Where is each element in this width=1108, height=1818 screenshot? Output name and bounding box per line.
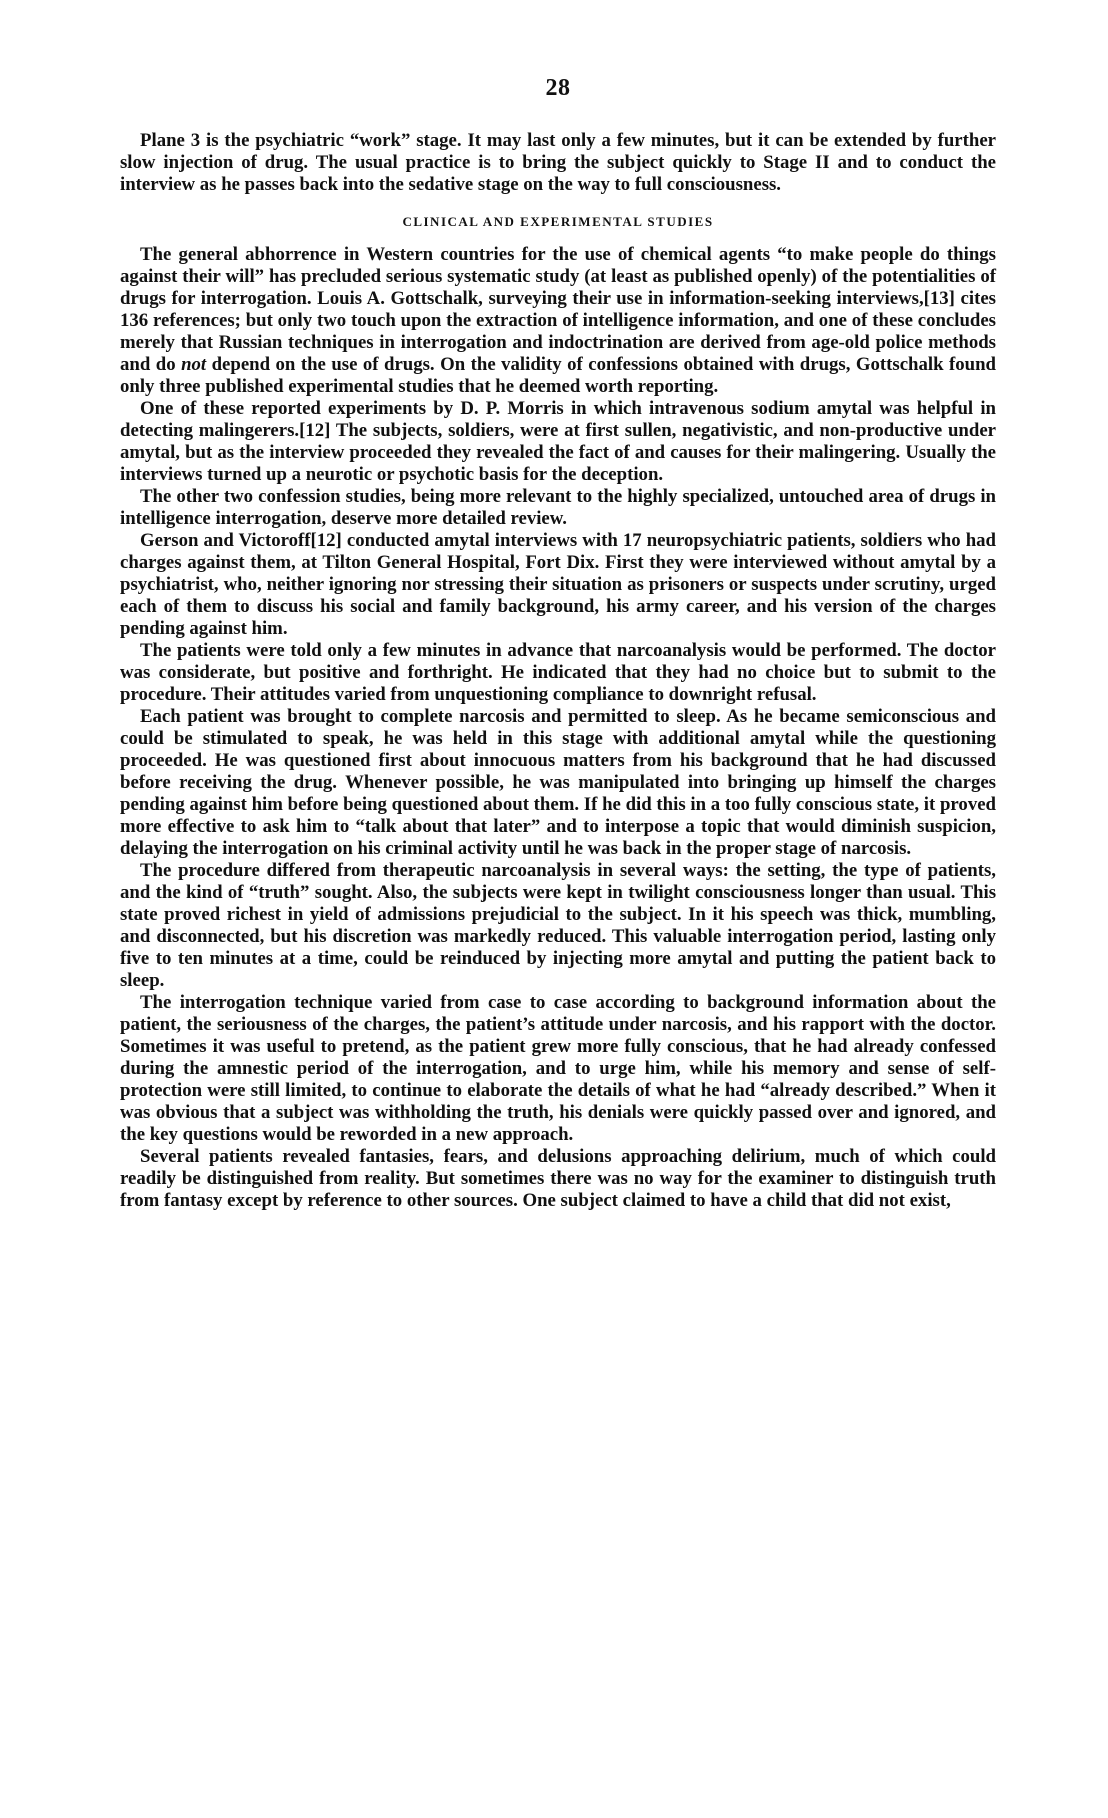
emphasis-not: not bbox=[181, 354, 207, 375]
intro-paragraph: Plane 3 is the psychiatric “work” stage. It may last only a few minutes, but it can be extended by further slow injection of drug. The usual practice is to bring the subject quickly to Stage II and to conduct the interview as he passes back into the sedative stage on the way to full consciousness. bbox=[120, 130, 996, 195]
section-heading: CLINICAL AND EXPERIMENTAL STUDIES bbox=[402, 214, 714, 229]
paragraph-fantasies: Several patients revealed fantasies, fears, and delusions approaching delirium, much of which could readily be distinguished from reality. But sometimes there was no way for the examiner to distinguish truth from fantasy except by reference to other sources. One subject claimed to have a child that did not exist, bbox=[120, 1146, 996, 1211]
paragraph-technique: The interrogation technique varied from case to case according to background information about the patient, the seriousness of the charges, the patient’s attitude under narcosis, and his rapport with the doctor. Sometimes it was useful to pretend, as the patient grew more fully conscious, that he had already confessed during the amnestic period of the interrogation, and to urge him, while his memory and sense of self-protection were still limited, to continue to elaborate the details of what he had “already described.” When it was obvious that a subject was withholding the truth, his denials were quickly passed over and ignored, and the key questions would be reworded in a new approach. bbox=[120, 992, 996, 1145]
paragraph-other-studies: The other two confession studies, being more relevant to the highly specialized, untouched area of drugs in intelligence interrogation, deserve more detailed review. bbox=[120, 486, 996, 529]
page-number: 28 bbox=[545, 75, 571, 101]
paragraph-text: depend on the use of drugs. On the validity of confessions obtained with drugs, Gottschalk found only three published experimental studies that he deemed worth reporting. bbox=[120, 354, 996, 397]
paragraph-morris: One of these reported experiments by D. P. Morris in which intravenous sodium amytal was helpful in detecting malingerers.[12] The subjects, soldiers, were at first sullen, negativistic, and non-productive under amytal, but as the interview proceeded they revealed the fact of and causes for their malingering. Usually the interviews turned up a neurotic or psychotic basis for the deception. bbox=[120, 398, 996, 485]
paragraph-abhorrence bbox=[120, 244, 996, 398]
document-page bbox=[120, 75, 996, 1212]
paragraph-procedure: The procedure differed from therapeutic narcoanalysis in several ways: the setting, the type of patients, and the kind of “truth” sought. Also, the subjects were kept in twilight consciousness longer than usual. This state proved richest in yield of admissions prejudicial to the subject. In it his speech was thick, mumbling, and disconnected, but his discretion was markedly reduced. This valuable interrogation period, lasting only five to ten minutes at a time, could be reinduced by injecting more amytal and putting the patient back to sleep. bbox=[120, 860, 996, 991]
paragraph-patients-told: The patients were told only a few minutes in advance that narcoanalysis would be performed. The doctor was considerate, but positive and forthright. He indicated that they had no choice but to submit to the procedure. Their attitudes varied from unquestioning compliance to downright refusal. bbox=[120, 640, 996, 705]
paragraph-narcosis: Each patient was brought to complete narcosis and permitted to sleep. As he became semiconscious and could be stimulated to speak, he was held in this stage with additional amytal while the questioning proceeded. He was questioned first about innocuous matters from his background that he had discussed before receiving the drug. Whenever possible, he was manipulated into bringing up himself the charges pending against him before being questioned about them. If he did this in a too fully conscious state, it proved more effective to ask him to “talk about that later” and to interpose a topic that would diminish suspicion, delaying the interrogation on his criminal activity until he was back in the proper stage of narcosis. bbox=[120, 706, 996, 859]
paragraph-gerson-victoroff: Gerson and Victoroff[12] conducted amytal interviews with 17 neuropsychiatric patients, soldiers who had charges against them, at Tilton General Hospital, Fort Dix. First they were interviewed without amytal by a psychiatrist, who, neither ignoring nor stressing their situation as prisoners or suspects under scrutiny, urged each of them to discuss his social and family background, his army career, and his version of the charges pending against him. bbox=[120, 530, 996, 639]
paragraph-text: The general abhorrence in Western countries for the use of chemical agents “to make people do things against their will” has precluded serious systematic study (at least as published openly) of the potentialities of drugs for interrogation. Louis A. Gottschalk, surveying their use in information-seeking interviews,[13] cites 136 references; but only two touch upon the extraction of intelligence information, and one of these concludes merely that Russian techniques in interrogation and indoctrination are derived from age-old police methods and do bbox=[120, 244, 996, 375]
